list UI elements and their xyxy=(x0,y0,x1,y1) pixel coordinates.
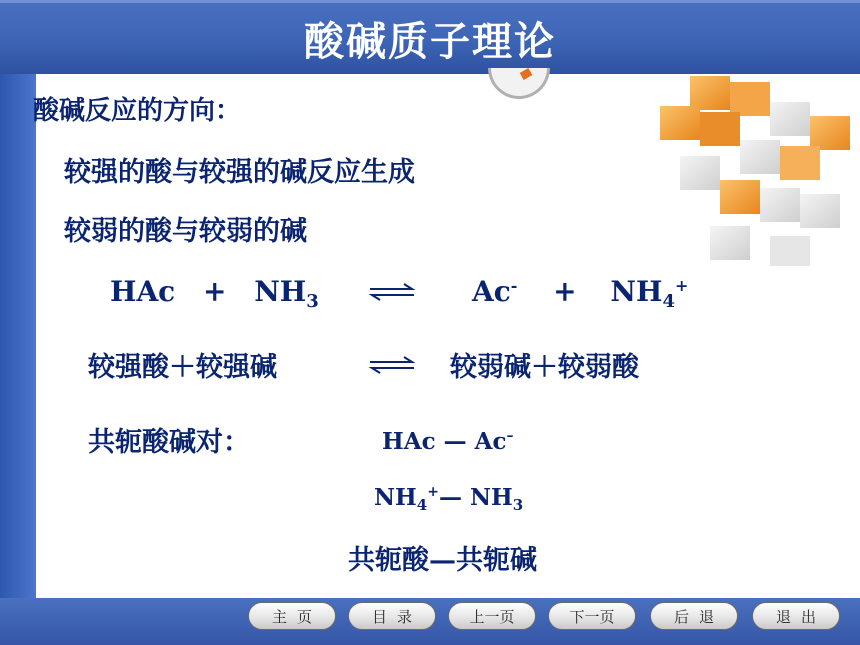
conjugate-pairs-label: 共轭酸碱对： xyxy=(88,427,250,458)
nav-bar xyxy=(0,602,860,632)
equation-ac: Ac- xyxy=(472,275,518,308)
equation-right xyxy=(472,275,688,312)
word-equation-left: 较强酸＋较强碱 xyxy=(88,352,277,383)
equation-nh4: $NH_4^+$ xyxy=(610,275,689,312)
conjugate-pair-2: $NH_4^+—$ $NH_3$ xyxy=(374,484,524,514)
nav-prev-page-button[interactable]: 上一页 xyxy=(448,602,536,630)
nav-home-button[interactable]: 主页 xyxy=(248,602,336,630)
equilibrium-arrow-2-icon xyxy=(368,354,416,376)
conjugate-pair-1: HAc — Ac– xyxy=(382,428,514,455)
left-blue-band xyxy=(0,74,36,599)
word-equation-right: 较弱碱＋较弱酸 xyxy=(450,352,639,383)
section-heading: 酸碱反应的方向： xyxy=(33,96,242,126)
equation-nh3: $NH_3$ xyxy=(254,275,319,312)
equation-hac: HAc xyxy=(110,275,176,308)
conjugate-acid-base-text: 共轭酸—共轭碱 xyxy=(348,545,537,576)
text-line-1: 较强的酸与较强的碱反应生成 xyxy=(64,157,415,188)
equation-plus-2: + xyxy=(553,275,577,308)
title-bar xyxy=(0,0,860,74)
nav-exit-button[interactable]: 退出 xyxy=(752,602,840,630)
nav-back-button[interactable]: 后退 xyxy=(650,602,738,630)
text-line-2: 较弱的酸与较弱的碱 xyxy=(64,216,307,247)
cubes-decoration-icon xyxy=(650,76,860,276)
equation-left xyxy=(110,275,319,312)
equilibrium-arrow-icon xyxy=(368,281,416,303)
title-stripe xyxy=(0,0,860,3)
nav-contents-button[interactable]: 目录 xyxy=(348,602,436,630)
equation-plus-1: + xyxy=(202,275,227,308)
nav-next-page-button[interactable]: 下一页 xyxy=(548,602,636,630)
page-title: 酸碱质子理论 xyxy=(304,19,556,65)
